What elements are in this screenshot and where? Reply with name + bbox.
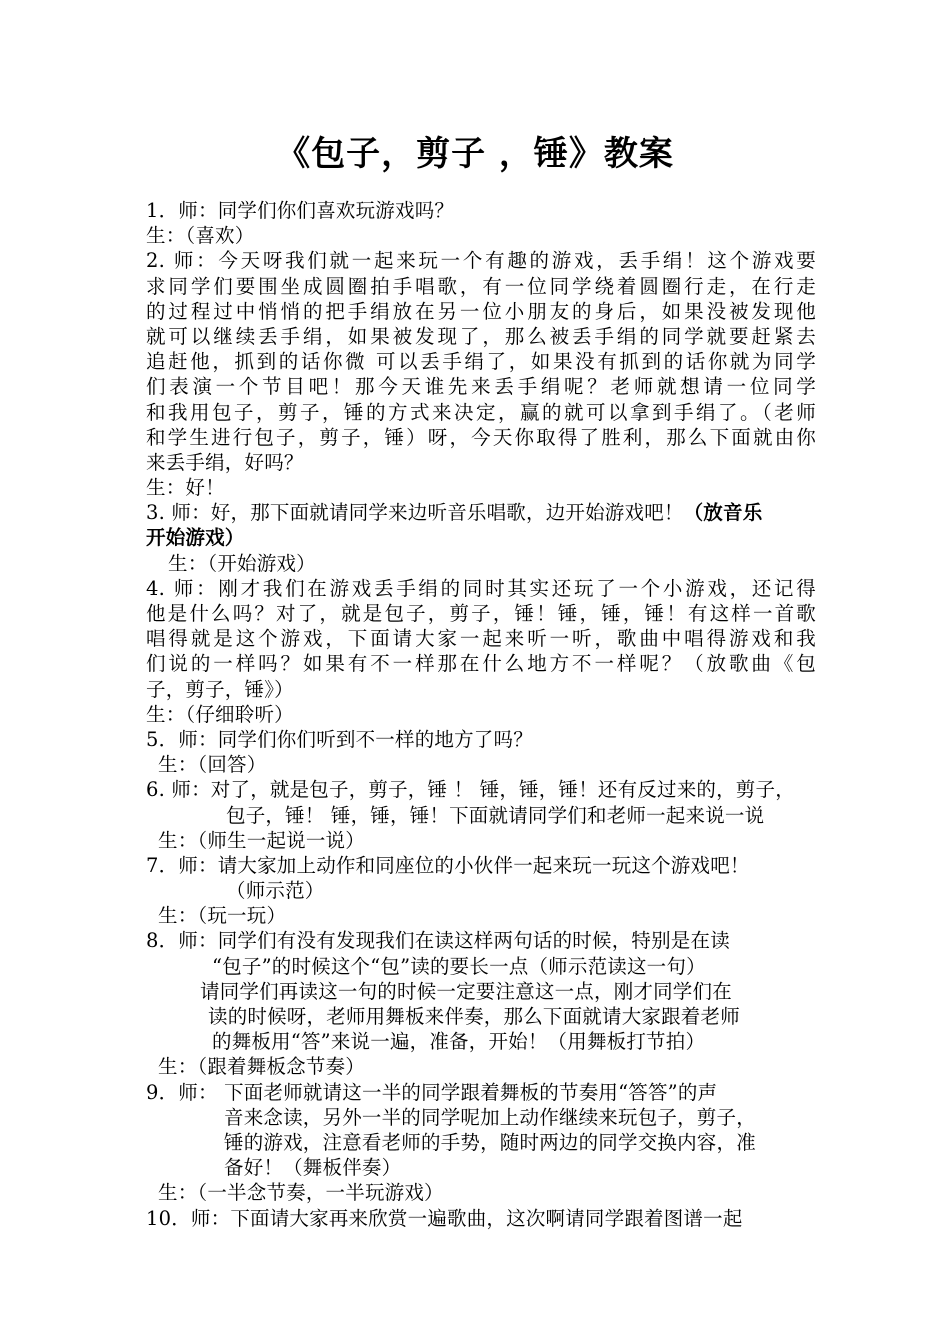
line-text: 备好！（舞板伴奏）: [224, 1156, 402, 1180]
line-text: 6. 师：对了，就是包子，剪子，锤 ！ 锤，锤，锤！还有反过来的，剪子，: [146, 778, 795, 802]
line-text: 生：（跟着舞板念节奏）: [158, 1055, 365, 1079]
line-text: 和我用包子，剪子，锤的方式来决定，赢的就可以拿到手绢了。（老师: [146, 400, 816, 424]
text-line: [146, 1206, 816, 1231]
text-line: [146, 223, 816, 248]
line-text: 读的时候呀，老师用舞板来伴奏，那么下面就请大家跟着老师: [208, 1005, 740, 1028]
text-line: [146, 299, 816, 324]
text-line: [146, 954, 816, 979]
line-text: 5．师：同学们你们听到不一样的地方了吗？: [146, 727, 533, 751]
line-text: 子，剪子，锤》）: [146, 677, 294, 701]
line-text: 生：（仔细聆听）: [146, 702, 294, 726]
line-text: 他是什么吗？对了，就是包子，剪子，锤！锤，锤，锤！有这样一首歌: [146, 602, 816, 625]
text-line: [146, 1180, 816, 1205]
line-text: 生：（喜欢）: [146, 224, 255, 248]
line-text: 锤的游戏，注意看老师的手势，随时两边的同学交换内容，准: [224, 1130, 756, 1154]
line-text: 生：（师生一起说一说）: [158, 828, 365, 852]
text-line: [146, 928, 816, 953]
line-text: 追赶他，抓到的话你微 可以丢手绢了，如果没有抓到的话你就为同学: [146, 350, 816, 374]
line-text: 和学生进行包子，剪子，锤）呀，今天你取得了胜利，那么下面就由你: [146, 425, 816, 449]
line-bold-text: （放音乐: [683, 501, 763, 525]
text-line: [146, 626, 816, 651]
text-line: [146, 450, 816, 475]
line-text: 来丢手绢，好吗？: [146, 450, 304, 474]
line-text: 2. 师：今天呀我们就一起来玩一个有趣的游戏，丢手绢！这个游戏要: [146, 249, 816, 273]
text-line: [146, 702, 816, 727]
text-line: [146, 651, 816, 676]
line-text: 们说的一样吗？如果有不一样那在什么地方不一样呢？（放歌曲《包: [146, 652, 816, 676]
text-line: [146, 979, 816, 1004]
line-text: 就可以继续丢手绢，如果被发现了，那么被丢手绢的同学就要赶紧去: [146, 324, 816, 348]
line-text: 3. 师：好，那下面就请同学来边听音乐唱歌，边开始游戏吧！: [146, 501, 684, 525]
text-line: [146, 274, 816, 299]
document-body: [146, 198, 816, 1231]
text-line: [146, 1029, 816, 1054]
line-bold-text: 开始游戏）: [146, 526, 245, 550]
line-text: 7．师：请大家加上动作和同座位的小伙伴一起来玩一玩这个游戏吧！: [146, 853, 750, 877]
line-text: 生：好！: [146, 476, 225, 500]
line-text: “包子”的时候这个“包”读的要长一点（师示范读这一句）: [212, 954, 706, 978]
text-line: [146, 576, 816, 601]
text-line: [146, 903, 816, 928]
text-line: [146, 425, 816, 450]
line-text: 们表演一个节目吧！那今天谁先来丢手绢呢？老师就想请一位同学: [146, 375, 816, 399]
text-line: [146, 400, 816, 425]
text-line: [146, 878, 816, 903]
text-line: [146, 551, 816, 576]
line-text: 10．师：下面请大家再来欣赏一遍歌曲，这次啊请同学跟着图谱一起: [146, 1206, 743, 1230]
line-text: 生：（玩一玩）: [158, 904, 287, 928]
line-text: 的舞板用“答”来说一遍，准备，开始！（用舞板打节拍）: [212, 1030, 706, 1054]
text-line: [146, 853, 816, 878]
line-text: 生：（一半念节奏，一半玩游戏）: [158, 1181, 444, 1205]
text-line: [146, 324, 816, 349]
line-text: 唱得就是这个游戏，下面请大家一起来听一听，歌曲中唱得游戏和我: [146, 627, 816, 651]
line-text: 包子，锤！ 锤，锤，锤！下面就请同学们和老师一起来说一说: [226, 803, 765, 827]
text-line: [146, 677, 816, 702]
text-line: [146, 475, 816, 500]
text-line: [146, 525, 816, 550]
line-text: 4. 师：刚才我们在游戏丢手绢的同时其实还玩了一个小游戏，还记得: [146, 576, 816, 600]
text-line: [146, 1054, 816, 1079]
line-text: 生：（回答）: [158, 753, 267, 777]
text-line: [146, 727, 816, 752]
text-line: [146, 1004, 816, 1029]
line-text: 求同学们要围坐成圆圈拍手唱歌，有一位同学绕着圆圈行走，在行走: [146, 274, 816, 298]
text-line: [146, 1080, 816, 1105]
line-text: 生：（开始游戏）: [168, 551, 316, 575]
text-line: [146, 374, 816, 399]
text-line: [146, 198, 816, 223]
line-text: 1．师：同学们你们喜欢玩游戏吗？: [146, 199, 455, 222]
text-line: [146, 500, 816, 525]
text-line: [146, 349, 816, 374]
line-text: 的过程过中悄悄的把手绢放在另一位小朋友的身后，如果没被发现他: [146, 299, 816, 323]
text-line: [146, 1105, 816, 1130]
text-line: [146, 752, 816, 777]
text-line: [146, 1130, 816, 1155]
line-text: 请同学们再读这一句的时候一定要注意这一点，刚才同学们在: [200, 979, 732, 1003]
text-line: [146, 1155, 816, 1180]
document-title: 《包子，剪子 ，锤》教案: [276, 134, 674, 174]
text-line: [146, 828, 816, 853]
text-line: [146, 803, 816, 828]
line-text: 9．师： 下面老师就请这一半的同学跟着舞板的节奏用“答答”的声: [146, 1080, 718, 1104]
text-line: [146, 248, 816, 273]
line-text: 音来念读，另外一半的同学呢加上动作继续来玩包子，剪子，: [224, 1105, 756, 1129]
line-text: 8．师：同学们有没有发现我们在读这样两句话的时候，特别是在读: [146, 929, 730, 953]
text-line: [146, 601, 816, 626]
line-text: （师示范）: [226, 879, 325, 903]
text-line: [146, 777, 816, 802]
